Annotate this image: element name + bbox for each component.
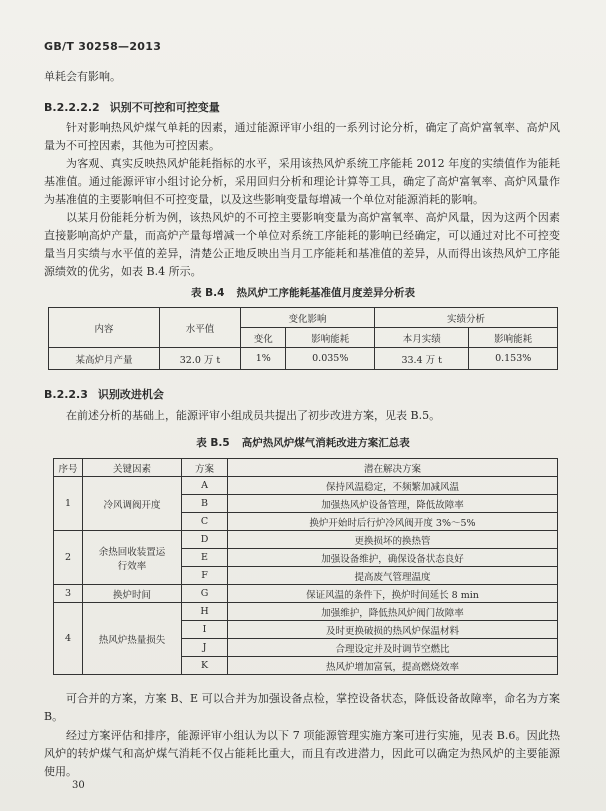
caption-number: 表 B.5 xyxy=(196,437,230,449)
table-cell: 0.035% xyxy=(286,348,375,370)
table-cell: 换炉时间 xyxy=(83,585,182,603)
caption-title: 高炉热风炉煤气消耗改进方案汇总表 xyxy=(241,437,410,449)
table-cell: 33.4 万 t xyxy=(375,348,469,370)
table-cell: 4 xyxy=(54,603,83,675)
table-cell: B xyxy=(182,495,228,513)
table-cell: 热风炉热量损失 xyxy=(83,603,182,675)
section-number: B.2.2.3 xyxy=(44,388,88,401)
paragraph: 以某月份能耗分析为例，该热风炉的不可控主要影响变量为高炉富氧率、高炉风量，因为这两个因素直接影响高炉产量，而高炉产量每增减一个单位对系统工序能耗的影响已经确定，可以通过对比不可控变量当月实绩与水平值的差异，清楚公正地反映出当月工序能耗和基准值的差异，从而得出该热风炉工序能源绩效的优劣，如表 B.4 所示。 xyxy=(44,211,560,278)
table-cell: 2 xyxy=(54,531,83,585)
table-cell: 及时更换破损的热风炉保温材料 xyxy=(228,621,558,639)
paragraph: 为客观、真实反映热风炉能耗指标的水平，采用该热风炉系统工序能耗 2012 年度的实绩值作为能耗基准值。通过能源评审小组讨论分析，采用回归分析和理论计算等工具，确定了高炉富氧率、高炉风量作为基准值的主要影响但不可控变量，以及这些影响变量每增减一个单位对能源消耗的影响。 xyxy=(44,157,560,206)
table-header: 本月实绩 xyxy=(375,328,469,348)
section-number: B.2.2.2.2 xyxy=(44,101,100,114)
table-row xyxy=(54,585,558,603)
table-b4-caption xyxy=(0,285,606,300)
table-cell: 合理设定并及时调节空燃比 xyxy=(228,639,558,657)
table-b4 xyxy=(48,307,558,370)
table-cell: 换炉开始时后行炉冷风阀开度 3%～5% xyxy=(228,513,558,531)
table-cell: K xyxy=(182,657,228,675)
table-header: 内容 xyxy=(49,308,160,348)
paragraph: 针对影响热风炉煤气单耗的因素，通过能源评审小组的一系列讨论分析，确定了高炉富氧率、高炉风量为不可控因素，其他为可控因素。 xyxy=(44,121,560,152)
table-cell: 32.0 万 t xyxy=(160,348,241,370)
table-cell: C xyxy=(182,513,228,531)
table-row xyxy=(54,477,558,495)
intro-line: 单耗会有影响。 xyxy=(44,70,121,83)
section-title: 识别不可控和可控变量 xyxy=(109,101,220,114)
table-header: 变化 xyxy=(241,328,286,348)
paragraph: 可合并的方案，方案 B、E 可以合并为加强设备点检，掌控设备状态，降低设备故障率，命名为方案 B。 xyxy=(44,692,560,723)
table-cell: E xyxy=(182,549,228,567)
paragraph: 在前述分析的基础上，能源评审小组成员共提出了初步改进方案，见表 B.5。 xyxy=(66,409,441,422)
table-row xyxy=(54,531,558,549)
standard-header: GB/T 30258—2013 xyxy=(44,40,162,53)
table-cell: 某高炉月产量 xyxy=(49,348,160,370)
table-cell: 0.153% xyxy=(469,348,558,370)
table-cell: 加强热风炉设备管理，降低故障率 xyxy=(228,495,558,513)
table-cell: 保证风温的条件下，换炉时间延长 8 min xyxy=(228,585,558,603)
table-cell: G xyxy=(182,585,228,603)
table-cell: 冷风调阀开度 xyxy=(83,477,182,531)
table-cell: D xyxy=(182,531,228,549)
section-title: 识别改进机会 xyxy=(97,388,164,401)
table-cell: 1 xyxy=(54,477,83,531)
table-cell: 保持风温稳定，不频繁加减风温 xyxy=(228,477,558,495)
table-row xyxy=(54,603,558,621)
table-cell: A xyxy=(182,477,228,495)
table-cell: 热风炉增加富氧，提高燃烧效率 xyxy=(228,657,558,675)
table-header: 序号 xyxy=(54,459,83,477)
table-cell: 3 xyxy=(54,585,83,603)
table-cell: J xyxy=(182,639,228,657)
table-cell: 余热回收装置运行效率 xyxy=(83,531,182,585)
table-header: 方案 xyxy=(182,459,228,477)
table-header: 水平值 xyxy=(160,308,241,348)
table-cell: 加强维护，降低热风炉阀门故障率 xyxy=(228,603,558,621)
table-cell: F xyxy=(182,567,228,585)
section-heading-a xyxy=(44,99,220,115)
table-b5-caption xyxy=(0,435,606,450)
table-cell: I xyxy=(182,621,228,639)
table-header: 变化影响 xyxy=(241,308,375,328)
table-cell: 更换损坏的换热管 xyxy=(228,531,558,549)
table-cell: 1% xyxy=(241,348,286,370)
table-row xyxy=(49,348,558,370)
table-cell: 提高废气管理温度 xyxy=(228,567,558,585)
table-header: 潜在解决方案 xyxy=(228,459,558,477)
table-header: 关键因素 xyxy=(83,459,182,477)
table-b5 xyxy=(53,458,558,675)
table-cell: H xyxy=(182,603,228,621)
paragraph: 经过方案评估和排序，能源评审小组认为以下 7 项能源管理实施方案可进行实施，见表 B.6。因此热风炉的转炉煤气和高炉煤气消耗不仅占能耗比重大，而且有改进潜力，因此可以确定为热风炉的主要能源使用。 xyxy=(44,729,560,778)
table-header: 影响能耗 xyxy=(286,328,375,348)
page-number: 30 xyxy=(72,780,85,791)
section-heading-b xyxy=(44,386,164,402)
caption-title: 热风炉工序能耗基准值月度差异分析表 xyxy=(236,287,415,299)
table-header: 实绩分析 xyxy=(375,308,558,328)
table-cell: 加强设备维护，确保设备状态良好 xyxy=(228,549,558,567)
table-header: 影响能耗 xyxy=(469,328,558,348)
caption-number: 表 B.4 xyxy=(191,287,225,299)
